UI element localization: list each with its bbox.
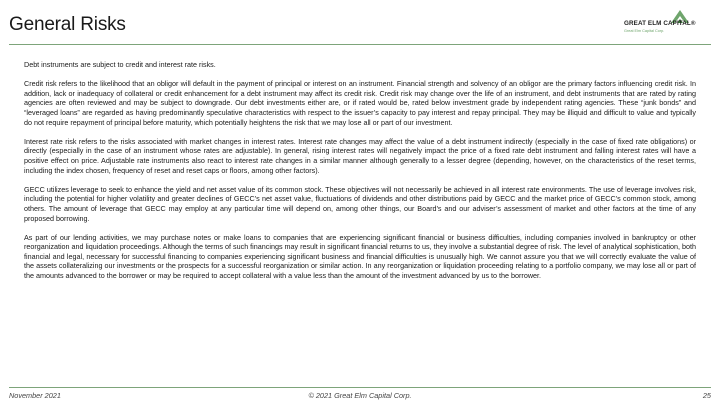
header-divider xyxy=(9,44,711,45)
logo-name: GREAT ELM CAPITAL xyxy=(624,20,691,27)
footer-divider xyxy=(9,387,711,388)
page-title: General Risks xyxy=(9,14,126,35)
lead-paragraph: Debt instruments are subject to credit and interest rate risks. xyxy=(24,60,216,69)
body-content xyxy=(24,60,696,290)
company-logo xyxy=(624,8,716,40)
footer-copyright: © 2021 Great Elm Capital Corp. xyxy=(308,391,412,400)
distressed-lending-paragraph: As part of our lending activities, we may purchase notes or make loans to companies that are experiencing significant financial or business difficulties, including companies involved in bankruptcy or other reorganization and liquidation proceedings. Although the terms of such financings may result in significant financial returns to us, they involve a substantial degree of risk. The level of analytical sophistication, both financial and legal, necessary for successful financing to companies experiencing significant business and financial difficulties is unusually high. We cannot assure you that we will correctly evaluate the value of the assets collateralizing our investments or the prospects for a successful reorganization or similar action. In any reorganization or liquidation proceeding relating to a portfolio company, we may lose all or part of the amounts advanced to the borrower or may be required to accept collateral with a value less than the amount of the investment advanced by us to the borrower. xyxy=(24,232,696,281)
logo-tagline: Great Elm Capital Corp. xyxy=(624,29,665,33)
leverage-risk-paragraph: GECC utilizes leverage to seek to enhance the yield and net asset value of its common stock. These objectives will not necessarily be achieved in all interest rate environments. The use of leverage involves risk, including the potential for higher volatility and greater declines of GECC’s net asset value, fluctuations of dividends and other distributions paid by GECC and the market price of GECC’s common stock, among others. The amount of leverage that GECC may employ at any particular time will depend on, among other things, our Board’s and our adviser’s assessment of market and other factors at the time of any proposed borrowing. xyxy=(24,184,696,223)
page-number: 25 xyxy=(702,391,711,400)
logo-registered-mark: ® xyxy=(690,20,696,27)
credit-risk-paragraph: Credit risk refers to the likelihood that an obligor will default in the payment of principal or interest on an instrument. Financial strength and solvency of an obligor are the primary factors influencing credit risk. In addition, lack or inadequacy of collateral or credit enhancement for a debt instrument may affect its credit risk. Credit risk may change over the life of an instrument, and debt instruments that are rated by rating agencies are often reviewed and may be subject to downgrade. Our debt investments either are, or if rated would be, rated below investment grade by independent rating agencies. These “junk bonds” and “leveraged loans” are regarded as having predominantly speculative characteristics with respect to the issuer’s capacity to pay interest and repay principal. They may be illiquid and difficult to value and typically do not require repayment of principal before maturity, which potentially heightens the risk that we may lose all or part of our investment. xyxy=(24,79,696,127)
footer-date: November 2021 xyxy=(9,391,61,400)
logo-wordmark xyxy=(624,20,716,27)
interest-rate-risk-paragraph: Interest rate risk refers to the risks associated with market changes in interest rates. Interest rate changes may affect the value of a debt instrument indirectly (especially in the case of fixed rate obligations) or directly (especially in the case of an instrument whose rates are adjustable). In general, rising interest rates will negatively impact the price of a fixed rate debt instrument and falling interest rates will have a positive effect on price. Adjustable rate instruments also react to interest rate changes in a similar manner although generally to a lesser degree (depending, however, on the characteristics of the reset terms, including the index chosen, frequency of reset and reset caps or floors, among other factors). xyxy=(24,136,696,175)
